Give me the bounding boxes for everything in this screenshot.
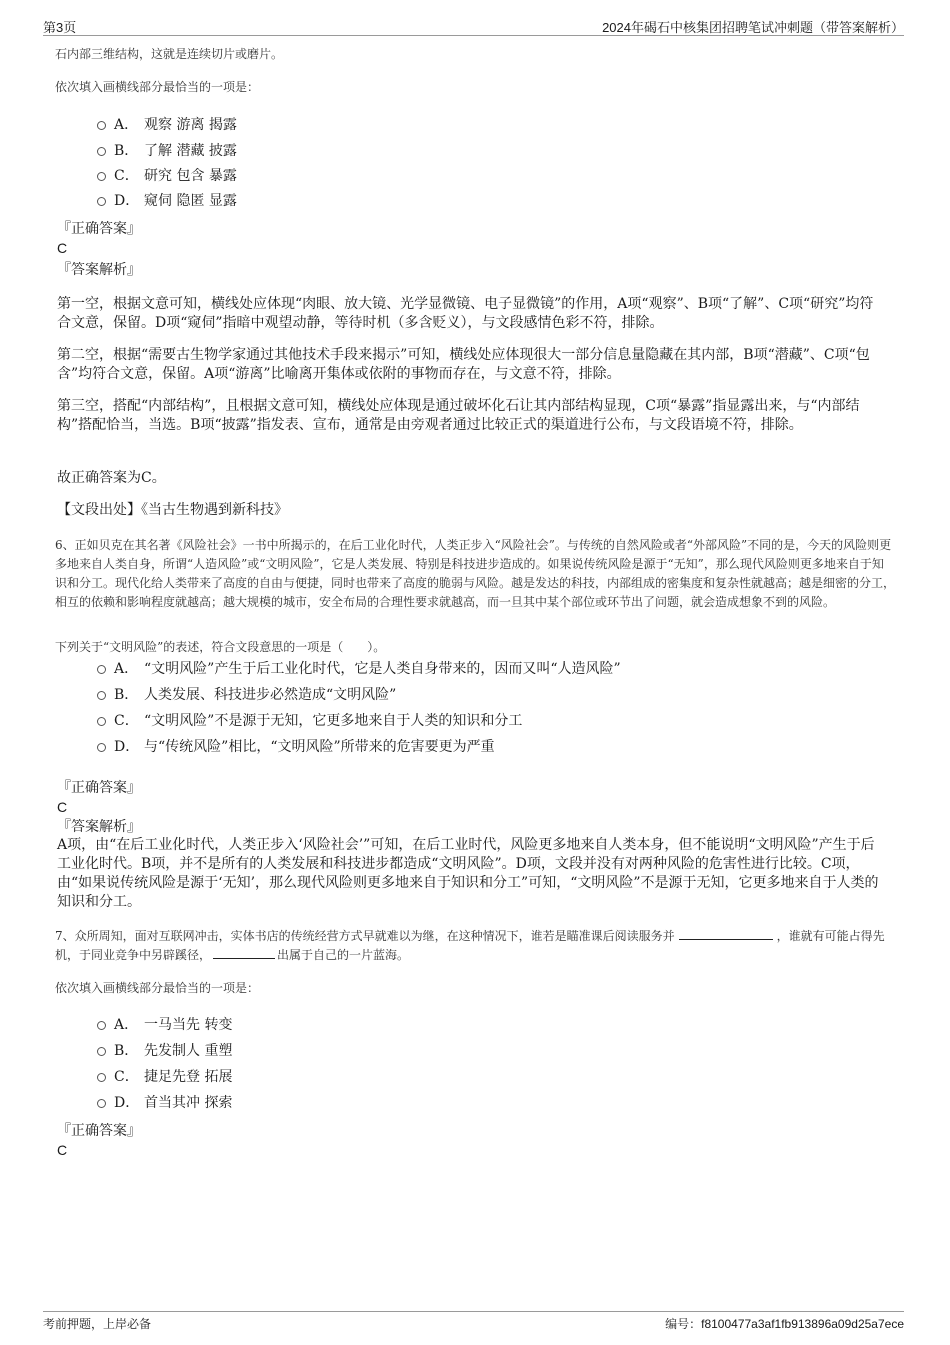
q7-answer: C: [57, 1142, 68, 1158]
option-letter: B．: [114, 143, 139, 159]
q7-option-d[interactable]: [97, 1093, 232, 1113]
footer-serial: [665, 1315, 904, 1332]
option-text: 首当其冲 探索: [144, 1095, 233, 1111]
page-number: 第3页: [43, 20, 77, 35]
radio-icon[interactable]: [97, 691, 106, 700]
serial-value: f8100477a3af1fb913896a09d25a7ece: [701, 1317, 904, 1331]
option-text: 一马当先 转变: [144, 1017, 233, 1033]
option-text: 捷足先登 拓展: [144, 1069, 233, 1085]
radio-icon[interactable]: [97, 1099, 106, 1108]
option-text: 观察 游离 揭露: [144, 117, 237, 133]
radio-icon[interactable]: [97, 743, 106, 752]
q7-prompt: 依次填入画横线部分最恰当的一项是：: [55, 981, 260, 995]
q5-analysis-para-1: 第一空，根据文意可知，横线处应体现“肉眼、放大镜、光学显微镜、电子显微镜”的作用，A项“观察”、B项“了解”、C项“研究”均符合文意，保留。D项“窥伺”指暗中观望动静，等待时机（多含贬义），与文段感情色彩不符，排除。: [57, 296, 874, 331]
q5-prompt: 依次填入画横线部分最恰当的一项是：: [55, 80, 260, 94]
radio-icon[interactable]: [97, 1073, 106, 1082]
option-letter: D．: [114, 739, 140, 755]
q6-analysis-label: 『答案解析』: [57, 819, 141, 835]
option-letter: D．: [114, 193, 140, 209]
q6-answer-label: 『正确答案』: [57, 780, 141, 796]
option-letter: C．: [114, 1069, 139, 1085]
q5-option-b[interactable]: [97, 141, 237, 161]
q5-analysis-para-2: 第二空，根据“需要古生物学家通过其他技术手段来揭示”可知，横线处应体现很大一部分信息量隐藏在其内部，B项“潜藏”、C项“包含”均符合文意，保留。A项“游离”比喻离开集体或依附的事物而存在，与文意不符，排除。: [57, 347, 870, 382]
q5-option-c[interactable]: [97, 166, 237, 186]
option-letter: A．: [114, 1017, 139, 1033]
q7-option-c[interactable]: [97, 1067, 232, 1087]
q7-answer-label: 『正确答案』: [57, 1123, 141, 1139]
option-text: 窥伺 隐匿 显露: [144, 193, 237, 209]
q5-answer-label: 『正确答案』: [57, 221, 141, 237]
q5-option-d[interactable]: [97, 191, 237, 211]
q5-conclusion: 故正确答案为C。: [57, 470, 166, 486]
q5-context-tail: 石内部三维结构，这就是连续切片或磨片。: [55, 47, 284, 61]
q5-option-a[interactable]: [97, 115, 237, 135]
q7-stem: [55, 927, 895, 965]
q5-answer: C: [57, 240, 68, 256]
radio-icon[interactable]: [97, 1021, 106, 1030]
radio-icon[interactable]: [97, 172, 106, 181]
option-letter: A．: [114, 661, 139, 677]
q7-stem-part: ，谁就有可能占得先机，于同业竞争中另辟蹊径，: [55, 929, 885, 962]
fill-blank-1: [679, 927, 773, 940]
option-letter: C．: [114, 713, 139, 729]
q6-option-b[interactable]: [97, 685, 396, 705]
document-title: 2024年碣石中核集团招聘笔试冲刺题（带答案解析）: [602, 20, 904, 35]
option-text: “文明风险”产生于后工业化时代，它是人类自身带来的，因而又叫“人造风险”: [144, 661, 621, 677]
q6-stem: 6、正如贝克在其名著《风险社会》一书中所揭示的，在后工业化时代，人类正步入“风险社会”。与传统的自然风险或者“外部风险”不同的是，今天的风险则更多地来自人类自身，所谓“人造风险”或“文明风险”，它是人类发展、特别是科技进步造成的。如果说传统风险是源于“无知”，那么现代风险则更多地来自于知识和分工。现代化给人类带来了高度的自由与便捷，同时也带来了高度的脆弱与风险。越是发达的科技，内部组成的密集度和复杂性就越高；越是细密的分工，相互的依赖和影响程度就越高；越大规模的城市，安全布局的合理性要求就越高，而一旦其中某个部位或环节出了问题，就会造成想象不到的风险。: [55, 538, 896, 609]
q7-stem-part: 7、众所周知，面对互联网冲击，实体书店的传统经营方式早就难以为继，在这种情况下，谁若是瞄准课后阅读服务并: [55, 929, 675, 943]
header-divider: [43, 35, 904, 36]
option-letter: C．: [114, 168, 139, 184]
option-text: 先发制人 重塑: [144, 1043, 233, 1059]
q6-option-d[interactable]: [97, 737, 495, 757]
fill-blank-2: [213, 946, 275, 959]
radio-icon[interactable]: [97, 197, 106, 206]
q7-option-a[interactable]: [97, 1015, 232, 1035]
option-text: “文明风险”不是源于无知，它更多地来自于人类的知识和分工: [144, 713, 523, 729]
option-letter: D．: [114, 1095, 140, 1111]
q6-option-a[interactable]: [97, 659, 621, 679]
q7-stem-part: 出属于自己的一片蓝海。: [277, 948, 410, 962]
option-letter: B．: [114, 687, 139, 703]
q5-analysis-label: 『答案解析』: [57, 262, 141, 278]
radio-icon[interactable]: [97, 121, 106, 130]
option-letter: A．: [114, 117, 139, 133]
radio-icon[interactable]: [97, 717, 106, 726]
footer-divider: [43, 1311, 904, 1312]
radio-icon[interactable]: [97, 1047, 106, 1056]
q6-answer: C: [57, 799, 68, 815]
option-text: 了解 潜藏 披露: [144, 143, 237, 159]
q5-source: 【文段出处】《当古生物遇到新科技》: [57, 502, 288, 518]
q5-analysis-para-3: 第三空，搭配“内部结构”，且根据文意可知，横线处应体现是通过破坏化石让其内部结构显现，C项“暴露”指显露出来，与“内部结构”搭配恰当，当选。B项“披露”指发表、宣布，通常是由旁观者通过比较正式的渠道进行公布，与文段语境不符，排除。: [57, 398, 860, 433]
q6-option-c[interactable]: [97, 711, 522, 731]
option-text: 研究 包含 暴露: [144, 168, 237, 184]
q7-option-b[interactable]: [97, 1041, 232, 1061]
option-text: 与“传统风险”相比，“文明风险”所带来的危害要更为严重: [144, 739, 495, 755]
q6-prompt: 下列关于“文明风险”的表述，符合文段意思的一项是（ ）。: [55, 640, 386, 654]
footer-slogan: 考前押题，上岸必备: [43, 1317, 152, 1331]
radio-icon[interactable]: [97, 665, 106, 674]
option-letter: B．: [114, 1043, 139, 1059]
serial-label: 编号：: [665, 1317, 702, 1331]
q6-analysis: A项，由“在后工业化时代，人类正步入‘风险社会’”可知，在后工业时代，风险更多地来自人类本身，但不能说明“文明风险”产生于后工业化时代。B项，并不是所有的人类发展和科技进步都造成“文明风险”。D项，文段并没有对两种风险的危害性进行比较。C项，由“如果说传统风险是源于‘无知’，那么现代风险则更多地来自于知识和分工”可知，“文明风险”不是源于无知，它更多地来自于人类的知识和分工。: [57, 837, 879, 910]
radio-icon[interactable]: [97, 147, 106, 156]
option-text: 人类发展、科技进步必然造成“文明风险”: [144, 687, 397, 703]
